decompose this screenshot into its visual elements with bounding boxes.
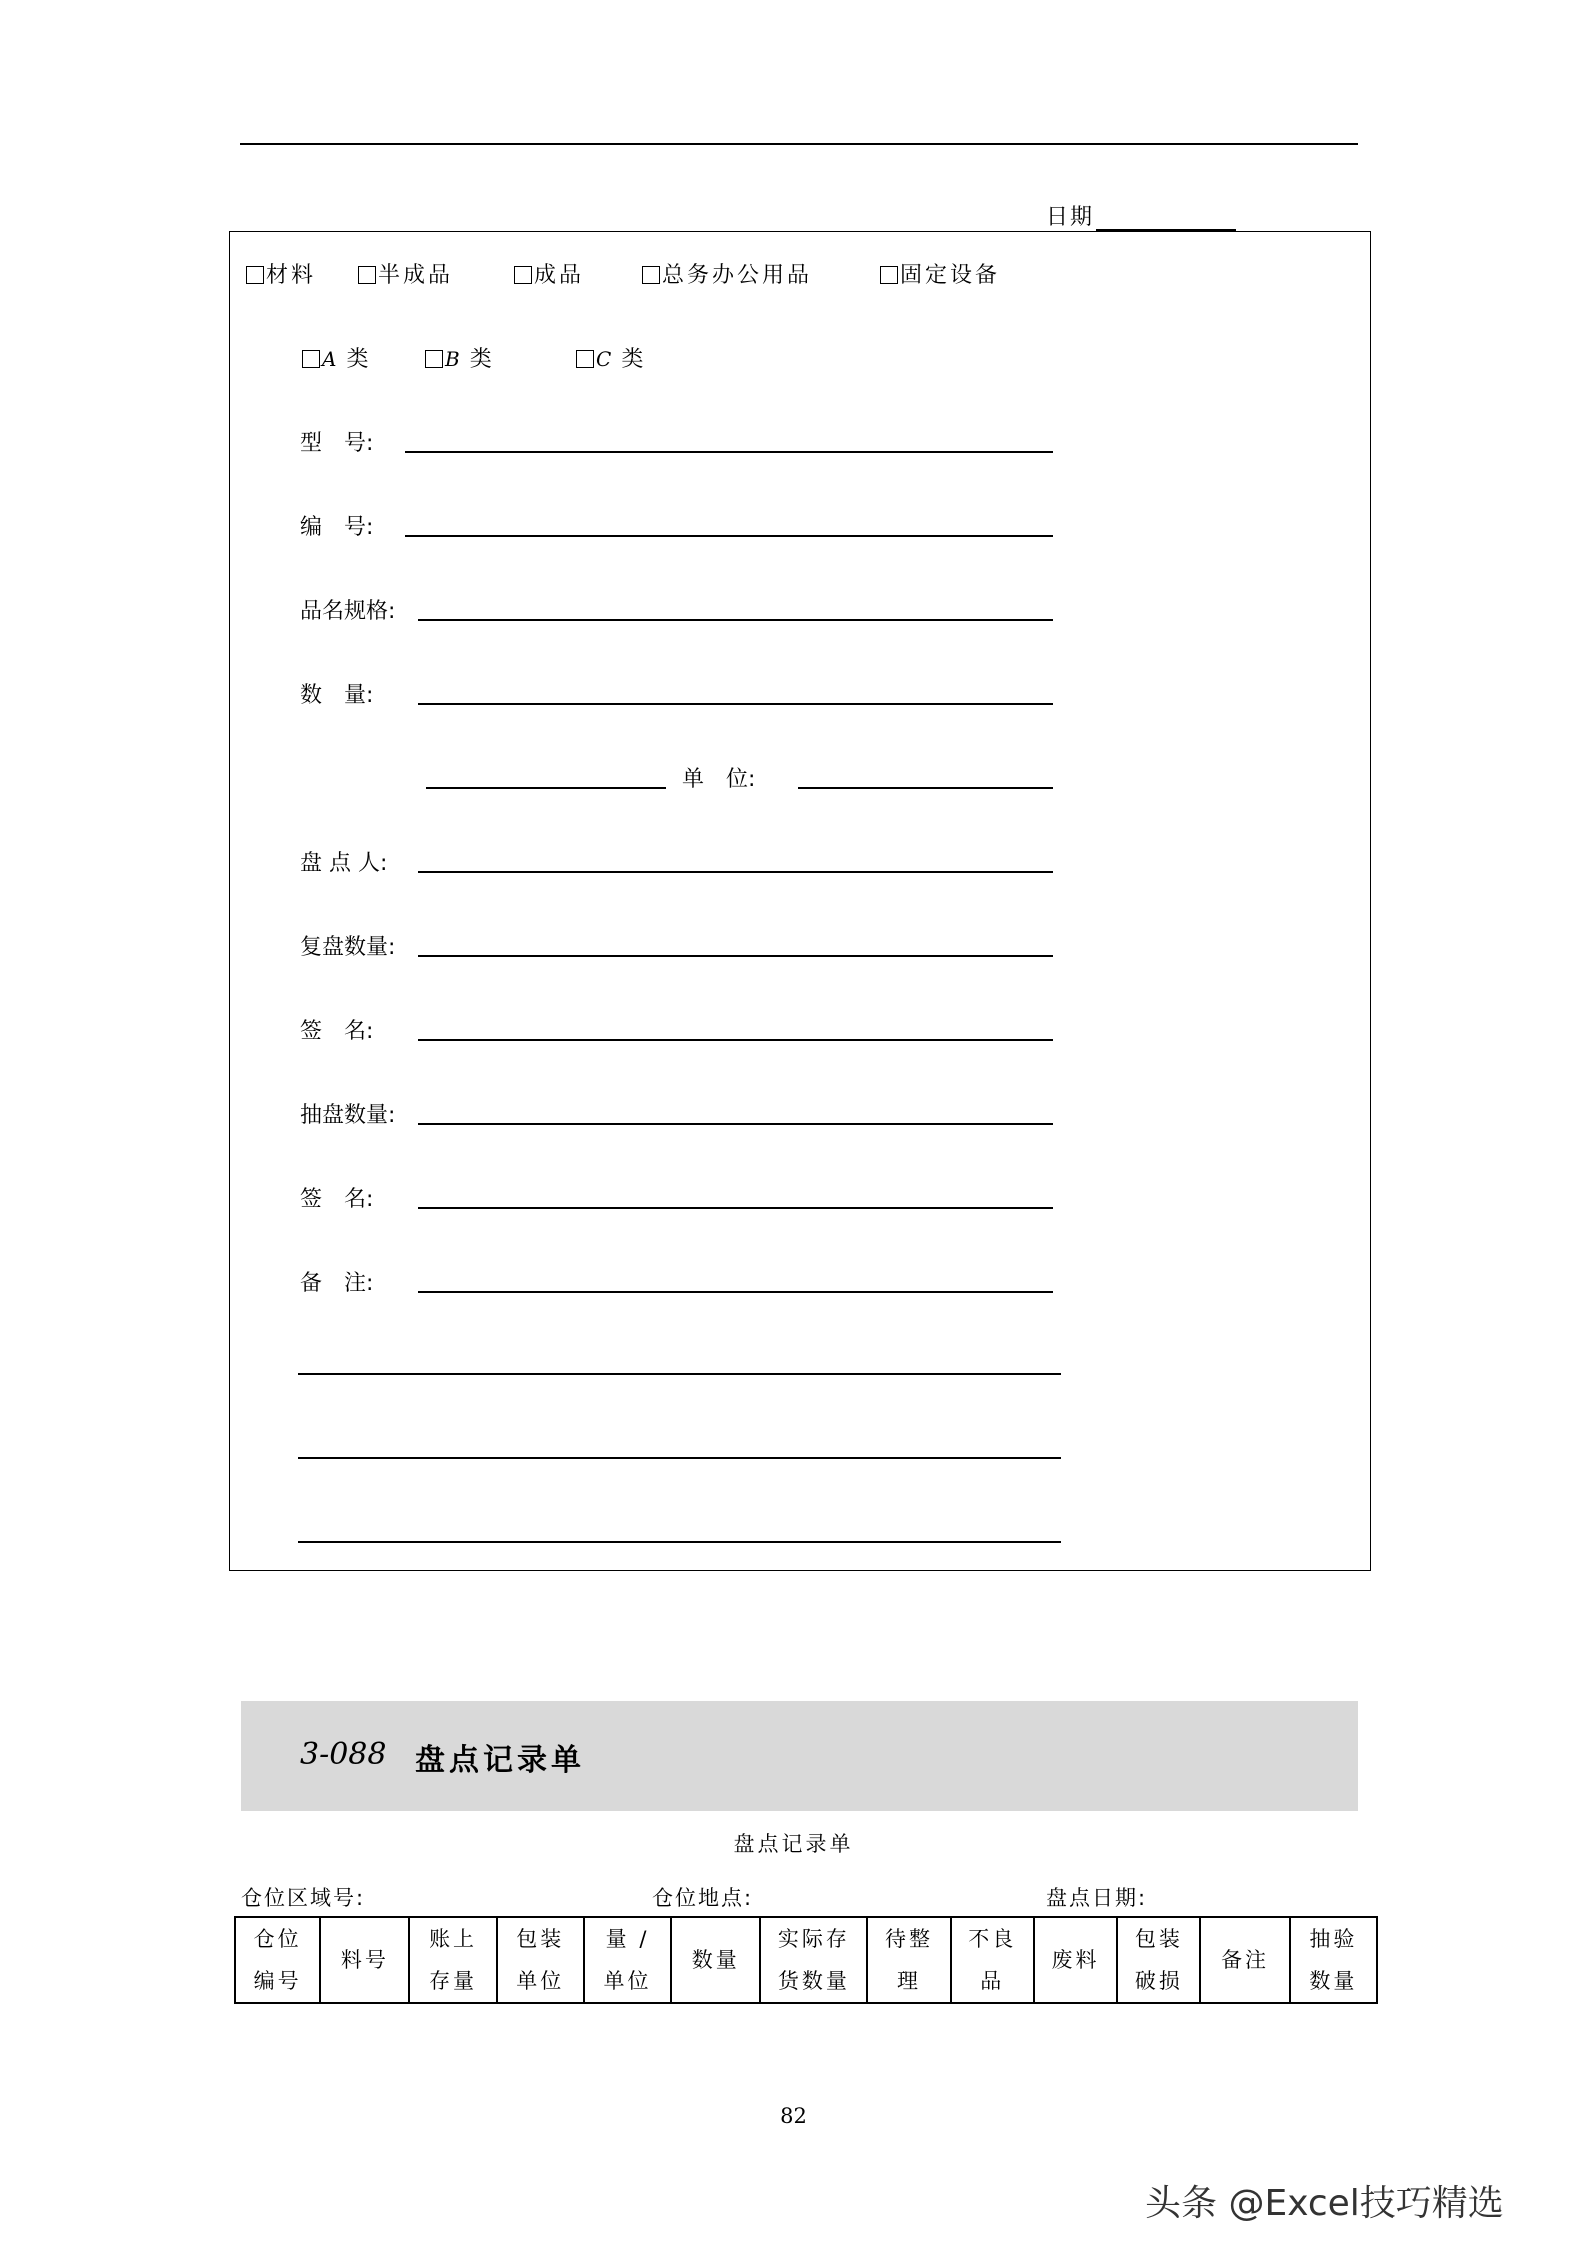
checkbox-icon[interactable] xyxy=(358,266,376,284)
quantity-continued-field[interactable] xyxy=(426,785,666,789)
remarks-line[interactable] xyxy=(298,1541,1061,1543)
model-field[interactable] xyxy=(405,449,1053,453)
header-rule xyxy=(240,143,1358,145)
column-header: 不良 品 xyxy=(951,1917,1034,2003)
class-option-c[interactable]: C 类 xyxy=(576,342,646,373)
remarks-label: 备 注: xyxy=(300,1271,374,1296)
area-label: 仓位区域号: xyxy=(241,1886,366,1910)
signature-label: 签 名: xyxy=(300,1019,374,1044)
column-header: 废料 xyxy=(1034,1917,1117,2003)
column-header: 备注 xyxy=(1200,1917,1289,2003)
name-spec-field[interactable] xyxy=(418,617,1053,621)
date-field xyxy=(1046,200,1236,231)
record-title: 盘点记录单 xyxy=(733,1832,854,1856)
location-label: 仓位地点: xyxy=(652,1886,754,1910)
category-option-semi-finished[interactable]: 半成品 xyxy=(358,258,453,289)
class-option-a[interactable]: A 类 xyxy=(302,342,371,373)
date-blank[interactable] xyxy=(1096,207,1236,231)
checkbox-icon[interactable] xyxy=(880,266,898,284)
counter-label: 盘 点 人: xyxy=(300,851,388,876)
column-header: 仓位 编号 xyxy=(235,1917,320,2003)
date-label: 日期 xyxy=(1046,205,1095,230)
column-header: 料号 xyxy=(320,1917,409,2003)
watermark: 头条 @Excel技巧精选 xyxy=(1145,2183,1504,2224)
recount-quantity-label: 复盘数量: xyxy=(300,935,396,960)
quantity-label: 数 量: xyxy=(300,683,374,708)
inventory-record-table xyxy=(234,1916,1378,2004)
page-number: 82 xyxy=(780,2104,807,2128)
column-header: 包装 破损 xyxy=(1117,1917,1200,2003)
checkbox-icon[interactable] xyxy=(246,266,264,284)
checkbox-icon[interactable] xyxy=(302,350,320,368)
checkbox-icon[interactable] xyxy=(514,266,532,284)
column-header: 抽验 数量 xyxy=(1290,1917,1377,2003)
section-number: 3-088 xyxy=(300,1737,387,1772)
column-header: 待整 理 xyxy=(867,1917,950,2003)
signature-field[interactable] xyxy=(418,1037,1053,1041)
recount-quantity-field[interactable] xyxy=(418,953,1053,957)
category-option-materials[interactable]: 材料 xyxy=(246,258,316,289)
class-option-b[interactable]: B 类 xyxy=(425,342,495,373)
unit-label: 单 位: xyxy=(682,767,756,792)
column-header: 包装 单位 xyxy=(497,1917,584,2003)
signature-field-2[interactable] xyxy=(418,1205,1053,1209)
category-option-finished[interactable]: 成品 xyxy=(514,258,584,289)
checkbox-icon[interactable] xyxy=(576,350,594,368)
name-spec-label: 品名规格: xyxy=(300,599,396,624)
column-header: 量 / 单位 xyxy=(584,1917,671,2003)
category-option-office-supplies[interactable]: 总务办公用品 xyxy=(642,258,812,289)
signature-label-2: 签 名: xyxy=(300,1187,374,1212)
column-header: 实际存 货数量 xyxy=(760,1917,867,2003)
counter-field[interactable] xyxy=(418,869,1053,873)
section-title: 盘点记录单 xyxy=(415,1743,585,1778)
sample-quantity-field[interactable] xyxy=(418,1121,1053,1125)
remarks-line[interactable] xyxy=(298,1457,1061,1459)
quantity-field[interactable] xyxy=(418,701,1053,705)
section-header xyxy=(241,1701,1358,1811)
number-field[interactable] xyxy=(405,533,1053,537)
remarks-line[interactable] xyxy=(298,1373,1061,1375)
inventory-tag-form xyxy=(229,231,1371,1571)
column-header: 数量 xyxy=(671,1917,760,2003)
remarks-field[interactable] xyxy=(418,1289,1053,1293)
unit-field[interactable] xyxy=(798,785,1053,789)
checkbox-icon[interactable] xyxy=(642,266,660,284)
model-label: 型 号: xyxy=(300,431,374,456)
checkbox-icon[interactable] xyxy=(425,350,443,368)
count-date-label: 盘点日期: xyxy=(1046,1886,1148,1910)
number-label: 编 号: xyxy=(300,515,374,540)
sample-quantity-label: 抽盘数量: xyxy=(300,1103,396,1128)
table-header-row xyxy=(235,1917,1377,2003)
category-option-fixed-equipment[interactable]: 固定设备 xyxy=(880,258,1000,289)
column-header: 账上 存量 xyxy=(409,1917,496,2003)
